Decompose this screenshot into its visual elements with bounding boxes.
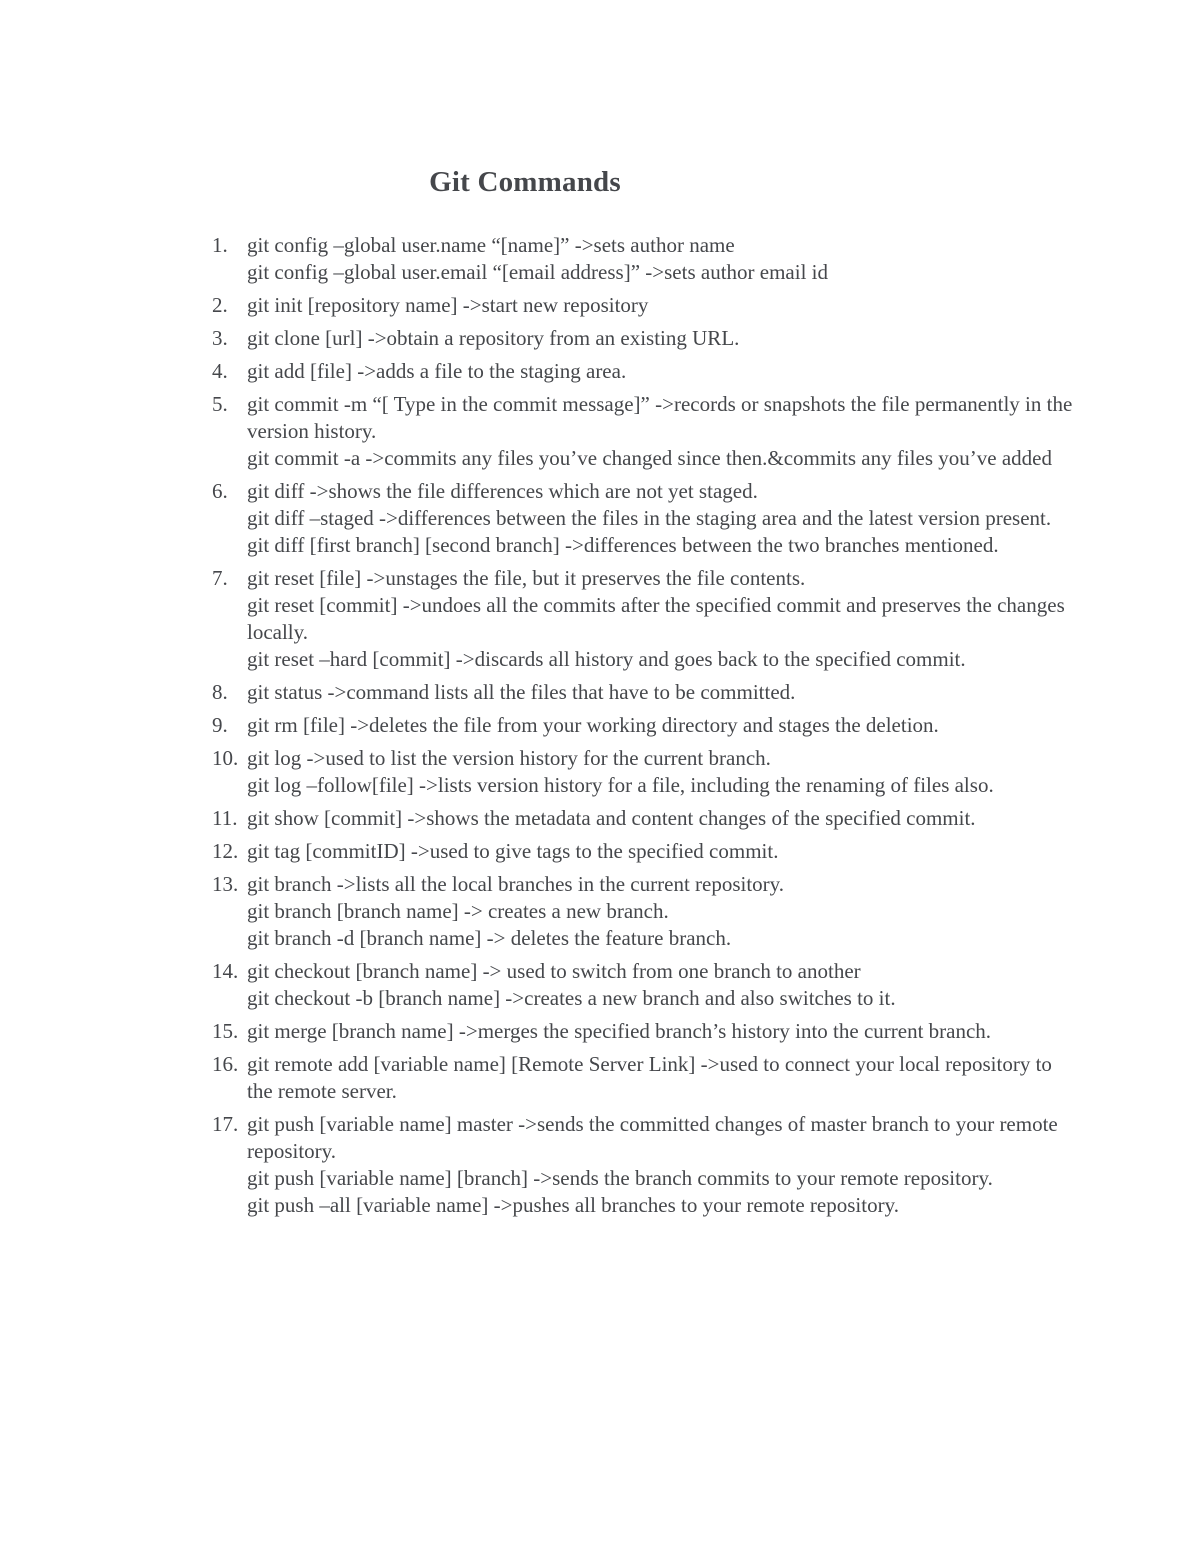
command-line: git push [variable name] master ->sends the committed changes of master branch to your remote repository. [247, 1112, 1058, 1163]
command-line: git diff ->shows the file differences which are not yet staged. [247, 479, 758, 503]
command-item [0, 712, 1200, 739]
command-line: git branch -d [branch name] -> deletes the feature branch. [247, 926, 732, 950]
command-line: git add [file] ->adds a file to the staging area. [247, 359, 627, 383]
command-item [0, 838, 1200, 865]
command-item [0, 565, 1200, 673]
command-line: git show [commit] ->shows the metadata and content changes of the specified commit. [247, 806, 976, 830]
command-line: git clone [url] ->obtain a repository from an existing URL. [247, 326, 740, 350]
command-line: git rm [file] ->deletes the file from your working directory and stages the deletion. [247, 713, 939, 737]
command-item [0, 1051, 1200, 1105]
command-item [0, 232, 1200, 286]
item-number: 16. [212, 1052, 239, 1076]
command-item [0, 358, 1200, 385]
command-line: git tag [commitID] ->used to give tags to the specified commit. [247, 839, 779, 863]
command-line: git push [variable name] [branch] ->sends the branch commits to your remote repository. [247, 1166, 993, 1190]
command-line: git config –global user.name “[name]” ->sets author name [247, 233, 735, 257]
item-number: 6. [212, 479, 228, 503]
item-number: 8. [212, 680, 228, 704]
item-number: 13. [212, 872, 239, 896]
command-line: git reset [commit] ->undoes all the commits after the specified commit and preserves the changes locally. [247, 593, 1065, 644]
command-item [0, 1018, 1200, 1045]
command-item [0, 292, 1200, 319]
command-line: git commit -m “[ Type in the commit message]” ->records or snapshots the file permanently in the version history. [247, 392, 1073, 443]
command-list [0, 232, 1200, 1225]
command-line: git log –follow[file] ->lists version history for a file, including the renaming of files also. [247, 773, 994, 797]
command-item [0, 679, 1200, 706]
command-line: git remote add [variable name] [Remote Server Link] ->used to connect your local repository to the remote server. [247, 1052, 1052, 1103]
item-number: 15. [212, 1019, 239, 1043]
command-item [0, 325, 1200, 352]
item-number: 14. [212, 959, 239, 983]
command-line: git commit -a ->commits any files you’ve changed since then.&commits any files you’ve added [247, 446, 1052, 470]
command-line: git diff [first branch] [second branch] ->differences between the two branches mentioned. [247, 533, 999, 557]
command-item [0, 958, 1200, 1012]
command-line: git init [repository name] ->start new repository [247, 293, 649, 317]
command-line: git branch ->lists all the local branches in the current repository. [247, 872, 785, 896]
command-line: git checkout [branch name] -> used to switch from one branch to another [247, 959, 861, 983]
item-number: 10. [212, 746, 239, 770]
command-line: git checkout -b [branch name] ->creates a new branch and also switches to it. [247, 986, 896, 1010]
command-item [0, 805, 1200, 832]
item-number: 9. [212, 713, 228, 737]
command-item [0, 391, 1200, 472]
command-line: git log ->used to list the version history for the current branch. [247, 746, 771, 770]
command-line: git status ->command lists all the files that have to be committed. [247, 680, 796, 704]
item-number: 5. [212, 392, 228, 416]
item-number: 4. [212, 359, 228, 383]
command-line: git merge [branch name] ->merges the specified branch’s history into the current branch. [247, 1019, 992, 1043]
command-item [0, 1111, 1200, 1219]
command-line: git push –all [variable name] ->pushes all branches to your remote repository. [247, 1193, 899, 1217]
item-number: 17. [212, 1112, 239, 1136]
item-number: 2. [212, 293, 228, 317]
command-line: git reset [file] ->unstages the file, but it preserves the file contents. [247, 566, 806, 590]
item-number: 3. [212, 326, 228, 350]
item-number: 7. [212, 566, 228, 590]
item-number: 11. [212, 806, 238, 830]
page-title: Git Commands [429, 166, 621, 198]
item-number: 1. [212, 233, 228, 257]
command-item [0, 871, 1200, 952]
command-item [0, 478, 1200, 559]
command-line: git reset –hard [commit] ->discards all history and goes back to the specified commit. [247, 647, 966, 671]
command-line: git config –global user.email “[email address]” ->sets author email id [247, 260, 828, 284]
command-line: git branch [branch name] -> creates a new branch. [247, 899, 669, 923]
command-line: git diff –staged ->differences between the files in the staging area and the latest version present. [247, 506, 1052, 530]
command-item [0, 745, 1200, 799]
item-number: 12. [212, 839, 239, 863]
